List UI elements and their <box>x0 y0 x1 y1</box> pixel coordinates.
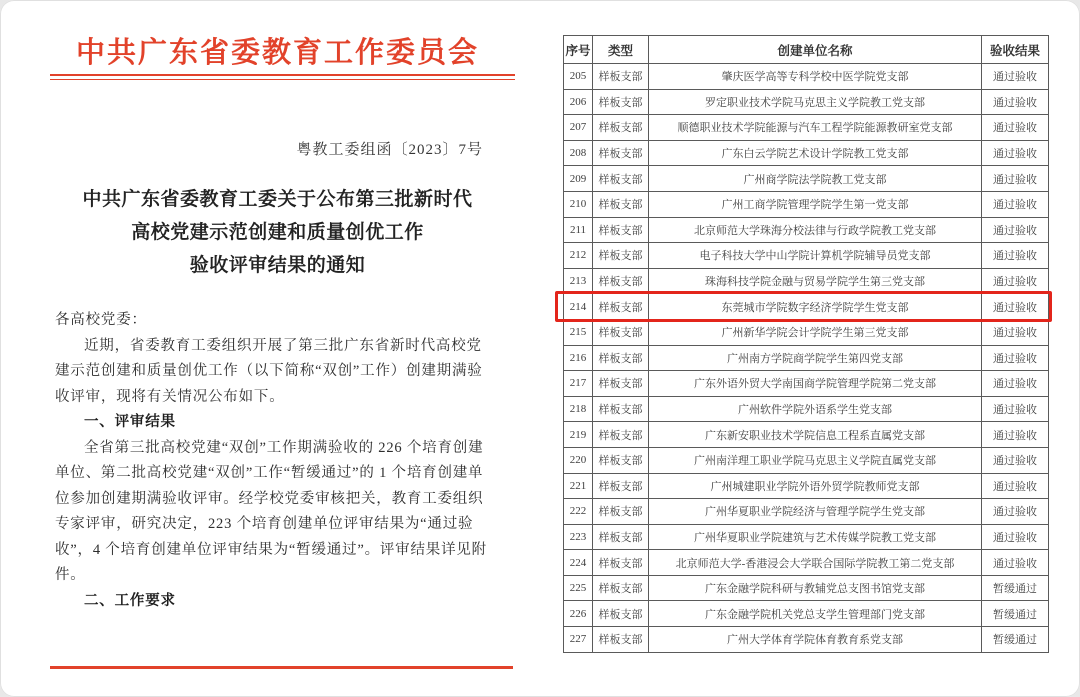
table-row <box>564 550 1049 576</box>
cell-result: 通过验收 <box>982 217 1049 243</box>
cell-no: 226 <box>564 601 593 627</box>
section-heading: 二、工作要求 <box>84 592 176 609</box>
table-row <box>564 371 1049 397</box>
letter-body-line: 单位、第二批高校党建“双创”工作“暂缓通过”的 1 个培育创建单 <box>55 465 484 481</box>
table-row <box>564 217 1049 243</box>
cell-name: 广州新华学院会计学院学生第三党支部 <box>649 319 982 345</box>
letter-body-line: 全省第三批高校党建“双创”工作期满验收的 226 个培育创建 <box>84 439 484 456</box>
cell-result: 通过验收 <box>982 473 1049 499</box>
cell-type: 样板支部 <box>593 550 649 576</box>
letter-body <box>55 308 499 614</box>
cell-type: 样板支部 <box>593 166 649 192</box>
cell-type: 样板支部 <box>593 396 649 422</box>
table-header-row <box>564 36 1049 64</box>
letter-body-line: 建示范创建和质量创优工作（以下简称“双创”工作）创建期满验 <box>55 363 483 379</box>
cell-no: 207 <box>564 115 593 141</box>
cell-name: 广州南洋理工职业学院马克思主义学院直属党支部 <box>649 447 982 473</box>
cell-result: 通过验收 <box>982 115 1049 141</box>
cell-no: 211 <box>564 217 593 243</box>
table-row <box>564 422 1049 448</box>
cell-name: 广州南方学院商学院学生第四党支部 <box>649 345 982 371</box>
table-row <box>564 243 1049 269</box>
table-row <box>564 191 1049 217</box>
cell-name: 广东金融学院科研与教辅党总支图书馆党支部 <box>649 575 982 601</box>
cell-type: 样板支部 <box>593 294 649 320</box>
column-header-no: 序号 <box>564 36 593 64</box>
cell-no: 222 <box>564 499 593 525</box>
cell-name: 东莞城市学院数字经济学院学生党支部 <box>649 294 982 320</box>
letter-body-line: 位参加创建期满验收评审。经学校党委审核把关，教育工委组织 <box>55 490 484 507</box>
table-row <box>564 473 1049 499</box>
cell-no: 224 <box>564 550 593 576</box>
cell-name: 电子科技大学中山学院计算机学院辅导员党支部 <box>649 243 982 269</box>
cell-no: 213 <box>564 268 593 294</box>
letter-body-line: 各高校党委： <box>55 312 147 328</box>
cell-result: 通过验收 <box>982 319 1049 345</box>
cell-name: 广州商学院法学院教工党支部 <box>649 166 982 192</box>
cell-result: 通过验收 <box>982 166 1049 192</box>
column-header-name: 创建单位名称 <box>649 36 982 64</box>
cell-type: 样板支部 <box>593 601 649 627</box>
cell-name: 顺德职业技术学院能源与汽车工程学院能源教研室党支部 <box>649 115 982 141</box>
table-row <box>564 319 1049 345</box>
cell-type: 样板支部 <box>593 140 649 166</box>
cell-no: 223 <box>564 524 593 550</box>
section-heading: 一、评审结果 <box>84 414 176 430</box>
cell-result: 通过验收 <box>982 268 1049 294</box>
cell-no: 215 <box>564 319 593 345</box>
cell-type: 样板支部 <box>593 345 649 371</box>
cell-result: 通过验收 <box>982 422 1049 448</box>
cell-name: 广州城建职业学院外语外贸学院教师党支部 <box>649 473 982 499</box>
table-row <box>564 89 1049 115</box>
cell-no: 219 <box>564 422 593 448</box>
cell-type: 样板支部 <box>593 422 649 448</box>
cell-type: 样板支部 <box>593 371 649 397</box>
cell-name: 广东白云学院艺术设计学院教工党支部 <box>649 140 982 166</box>
cell-result: 通过验收 <box>982 550 1049 576</box>
table-row <box>564 64 1049 90</box>
cell-no: 214 <box>564 294 593 320</box>
cell-name: 广州大学体育学院体育教育系党支部 <box>649 627 982 653</box>
cell-name: 珠海科技学院金融与贸易学院学生第三党支部 <box>649 268 982 294</box>
cell-no: 205 <box>564 64 593 90</box>
cell-type: 样板支部 <box>593 473 649 499</box>
cell-no: 227 <box>564 627 593 653</box>
table-row <box>564 166 1049 192</box>
cell-name: 广东外语外贸大学南国商学院管理学院第二党支部 <box>649 371 982 397</box>
cell-type: 样板支部 <box>593 243 649 269</box>
cell-result: 通过验收 <box>982 140 1049 166</box>
cell-result: 暂缓通过 <box>982 601 1049 627</box>
cell-result: 通过验收 <box>982 345 1049 371</box>
cell-no: 218 <box>564 396 593 422</box>
cell-no: 206 <box>564 89 593 115</box>
column-header-result: 验收结果 <box>982 36 1049 64</box>
cell-type: 样板支部 <box>593 64 649 90</box>
cell-no: 212 <box>564 243 593 269</box>
cell-result: 通过验收 <box>982 243 1049 269</box>
cell-no: 216 <box>564 345 593 371</box>
cell-result: 通过验收 <box>982 191 1049 217</box>
table-row <box>564 396 1049 422</box>
letterhead-divider <box>50 74 515 80</box>
cell-name: 肇庆医学高等专科学校中医学院党支部 <box>649 64 982 90</box>
cell-result: 暂缓通过 <box>982 575 1049 601</box>
cell-type: 样板支部 <box>593 627 649 653</box>
cell-no: 220 <box>564 447 593 473</box>
notice-title-line: 验收评审结果的通知 <box>189 255 366 276</box>
cell-name: 罗定职业技术学院马克思主义学院教工党支部 <box>649 89 982 115</box>
cell-result: 暂缓通过 <box>982 627 1049 653</box>
table-row <box>564 345 1049 371</box>
table-row <box>564 294 1049 320</box>
cell-name: 广州工商学院管理学院学生第一党支部 <box>649 191 982 217</box>
letter-body-line: 件。 <box>55 567 86 583</box>
cell-no: 221 <box>564 473 593 499</box>
cell-no: 225 <box>564 575 593 601</box>
letter-body-line: 收评审，现将有关情况公布如下。 <box>55 388 285 405</box>
cell-name: 广州软件学院外语系学生党支部 <box>649 396 982 422</box>
cell-type: 样板支部 <box>593 115 649 141</box>
cell-name: 北京师范大学-香港浸会大学联合国际学院教工第二党支部 <box>649 550 982 576</box>
official-letter-page <box>30 0 525 697</box>
column-header-type: 类型 <box>593 36 649 64</box>
table-row <box>564 601 1049 627</box>
letter-body-line: 专家评审，研究决定，223 个培育创建单位评审结果为“通过验 <box>55 516 474 532</box>
table-row <box>564 524 1049 550</box>
cell-name: 广东新安职业技术学院信息工程系直属党支部 <box>649 422 982 448</box>
cell-result: 通过验收 <box>982 524 1049 550</box>
notice-title-line: 中共广东省委教育工委关于公布第三批新时代 <box>82 189 473 210</box>
letterhead-org-name: 中共广东省委教育工作委员会 <box>75 37 479 69</box>
cell-result: 通过验收 <box>982 499 1049 525</box>
cell-type: 样板支部 <box>593 524 649 550</box>
cell-name: 北京师范大学珠海分校法律与行政学院教工党支部 <box>649 217 982 243</box>
cell-type: 样板支部 <box>593 447 649 473</box>
cell-result: 通过验收 <box>982 294 1049 320</box>
cell-no: 217 <box>564 371 593 397</box>
table-row <box>564 140 1049 166</box>
table-row <box>564 499 1049 525</box>
cell-name: 广州华夏职业学院建筑与艺术传媒学院教工党支部 <box>649 524 982 550</box>
table-row <box>564 575 1049 601</box>
cell-type: 样板支部 <box>593 575 649 601</box>
cell-no: 209 <box>564 166 593 192</box>
cell-no: 210 <box>564 191 593 217</box>
cell-result: 通过验收 <box>982 371 1049 397</box>
document-number: 粤教工委组函〔2023〕7号 <box>296 142 483 158</box>
cell-result: 通过验收 <box>982 447 1049 473</box>
results-table-page <box>558 30 1058 653</box>
notice-title-line: 高校党建示范创建和质量创优工作 <box>131 222 424 243</box>
cell-type: 样板支部 <box>593 319 649 345</box>
letter-body-line: 近期，省委教育工委组织开展了第三批广东省新时代高校党 <box>84 337 482 354</box>
table-row <box>564 115 1049 141</box>
cell-type: 样板支部 <box>593 217 649 243</box>
cell-type: 样板支部 <box>593 191 649 217</box>
cell-type: 样板支部 <box>593 89 649 115</box>
table-row <box>564 627 1049 653</box>
results-table <box>563 35 1049 653</box>
cell-type: 样板支部 <box>593 268 649 294</box>
cell-result: 通过验收 <box>982 64 1049 90</box>
cell-result: 通过验收 <box>982 396 1049 422</box>
cell-type: 样板支部 <box>593 499 649 525</box>
cell-name: 广东金融学院机关党总支学生管理部门党支部 <box>649 601 982 627</box>
footer-divider <box>50 666 513 669</box>
table-row <box>564 447 1049 473</box>
table-row <box>564 268 1049 294</box>
cell-no: 208 <box>564 140 593 166</box>
cell-result: 通过验收 <box>982 89 1049 115</box>
letter-body-line: 收”，4 个培育创建单位评审结果为“暂缓通过”。评审结果详见附 <box>55 541 487 558</box>
cell-name: 广州华夏职业学院经济与管理学院学生党支部 <box>649 499 982 525</box>
notice-title <box>30 183 525 282</box>
